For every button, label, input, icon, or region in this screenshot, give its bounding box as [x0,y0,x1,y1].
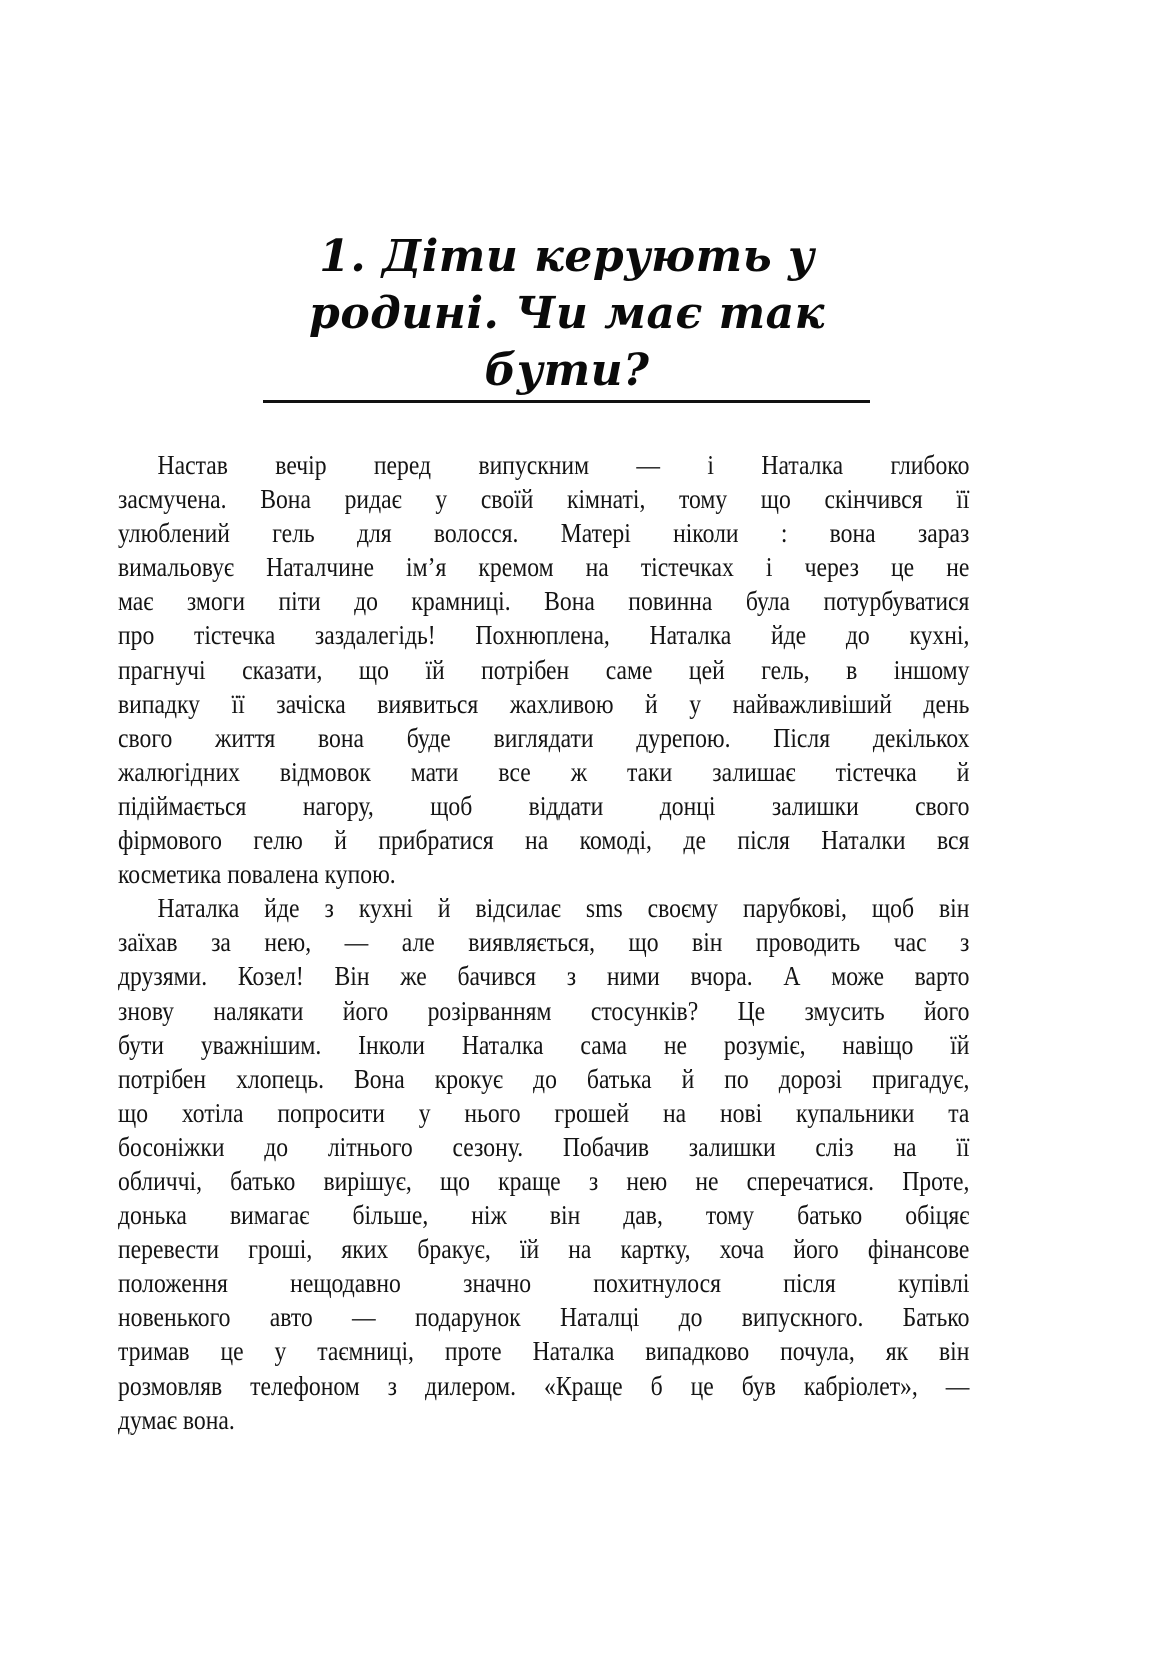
text-line: розмовляв телефоном з дилером. «Краще б це був кабріолет», — [118,1369,970,1401]
paragraph [118,448,969,891]
text-line: підіймається нагору, щоб віддати донці залишки свого [118,789,970,821]
text-line: випадку її зачіска виявиться жахливою й у найважливіший день [118,687,970,719]
text-line: жалюгідних відмовок мати все ж таки залишає тістечка й [118,755,970,787]
text-line: свого життя вона буде виглядати дурепою. Після декількох [118,721,970,753]
text-line: потрібен хлопець. Вона крокує до батька й по дорозі пригадує, [118,1062,970,1094]
text-line: вимальовує Наталчине ім’я кремом на тістечках і через це не [118,551,970,583]
title-divider [263,400,870,403]
text-line: має змоги піти до крамниці. Вона повинна була потурбуватися [118,585,970,617]
text-line: бути уважнішим. Інколи Наталка сама не розуміє, навіщо їй [118,1028,970,1060]
text-line: Настав вечір перед випускним — і Наталка глибоко [157,449,970,480]
text-line: обличчі, батько вирішує, що краще з нею не сперечатися. Проте, [118,1164,970,1196]
text-line: донька вимагає більше, ніж він дав, тому батько обіцяє [118,1199,970,1231]
text-line: фірмового гелю й прибратися на комоді, де після Наталки вся [118,824,970,856]
paragraph [118,891,969,1437]
chapter-title-line: 1. Діти керують у [319,231,815,282]
text-line: улюблений гель для волосся. Матері ніколи : вона зараз [118,517,970,549]
text-line: засмучена. Вона ридає у своїй кімнаті, тому що скінчився її [118,483,970,515]
text-line: друзями. Козел! Він же бачився з ними вчора. А може варто [118,960,970,992]
text-line: про тістечка заздалегідь! Похнюплена, Наталка йде до кухні, [118,619,970,651]
text-line: знову налякати його розірванням стосунків? Це змусить його [118,994,970,1026]
chapter-title [262,228,872,399]
text-line: Наталка йде з кухні й відсилає sms своєму парубкові, щоб він [157,892,970,924]
text-line: перевести гроші, яких бракує, їй на картку, хоча його фінансове [118,1233,970,1265]
text-line: новенького авто — подарунок Наталці до випускного. Батько [118,1301,970,1333]
text-line: тримав це у таємниці, проте Наталка випадково почула, як він [118,1335,970,1367]
text-line: заїхав за нею, — але виявляється, що він проводить час з [118,926,970,958]
text-line: положення нещодавно значно похитнулося після купівлі [118,1267,970,1299]
text-line: думає вона. [118,1403,235,1435]
text-line: косметика повалена купою. [118,858,396,890]
text-line: що хотіла попросити у нього грошей на нові купальники та [118,1096,970,1128]
chapter-title-line: родині. Чи має так [309,288,825,339]
chapter-title-line: бути? [484,345,650,396]
text-line: прагнучі сказати, що їй потрібен саме цей гель, в іншому [118,653,970,685]
text-line: босоніжки до літнього сезону. Побачив залишки сліз на її [118,1130,970,1162]
chapter-body [118,448,969,1437]
